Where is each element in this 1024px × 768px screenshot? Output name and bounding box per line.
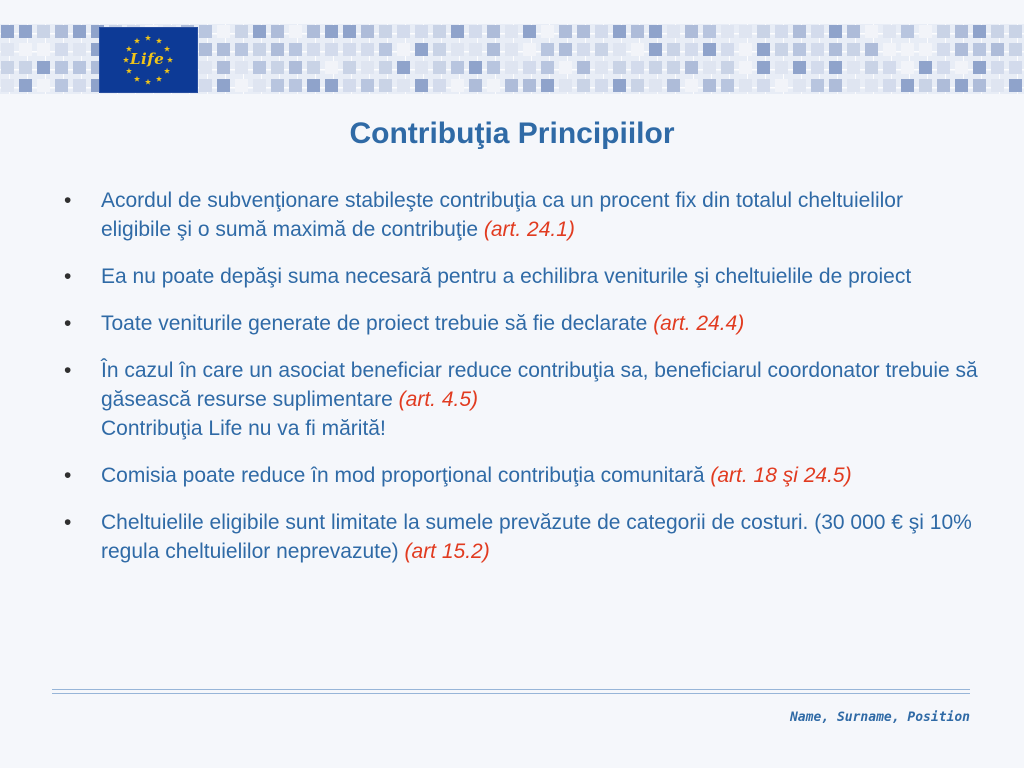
bullet-item (58, 356, 978, 443)
bullet-item (58, 461, 978, 490)
bullet-dot: • (64, 511, 72, 534)
bullet-dot: • (64, 464, 72, 487)
bullet-note: Contribuţia Life nu va fi mărită! (101, 417, 386, 440)
bullet-dot: • (64, 312, 72, 335)
bullet-text: Ea nu poate depăşi suma necesară pentru a echilibra veniturile şi cheltuielile de proiect (101, 265, 912, 288)
bullet-text: Cheltuielile eligibile sunt limitate la sumele prevăzute de categorii de costuri. (30 000 € şi 10% regula cheltuielilor neprevazute) (101, 511, 972, 563)
bullet-item (58, 309, 978, 338)
article-reference: (art 15.2) (404, 540, 490, 563)
bullet-text: Toate veniturile generate de proiect trebuie să fie declarate (101, 312, 648, 335)
bullet-text: Acordul de subvenţionare stabileşte contribuţia ca un procent fix din totalul cheltuielilor eligibile şi o sumă maximă de contribuţie (101, 189, 903, 241)
bullet-dot: • (64, 189, 72, 212)
bullet-text: Comisia poate reduce în mod proporţional contribuţia comunitară (101, 464, 705, 487)
footer-divider-top (52, 689, 970, 690)
article-reference: (art. 4.5) (398, 388, 479, 411)
footer-divider-bottom (52, 693, 970, 694)
bullet-dot: • (64, 265, 72, 288)
article-reference: (art. 18 şi 24.5) (710, 464, 852, 487)
bullet-item (58, 262, 978, 291)
article-reference: (art. 24.1) (483, 218, 575, 241)
slide-title: Contribuţia Principiilor (349, 117, 675, 150)
bullet-item (58, 508, 978, 566)
logo-text: Life (130, 50, 165, 68)
bullet-list (58, 186, 978, 584)
bullet-item (58, 186, 978, 244)
footer-presenter: Name, Surname, Position (789, 710, 970, 725)
bullet-text: În cazul în care un asociat beneficiar reduce contribuţia sa, beneficiarul coordonator trebuie să găsească resurse suplimentare (101, 359, 978, 411)
bullet-dot: • (64, 359, 72, 382)
eu-life-logo (99, 27, 198, 93)
article-reference: (art. 24.4) (653, 312, 745, 335)
